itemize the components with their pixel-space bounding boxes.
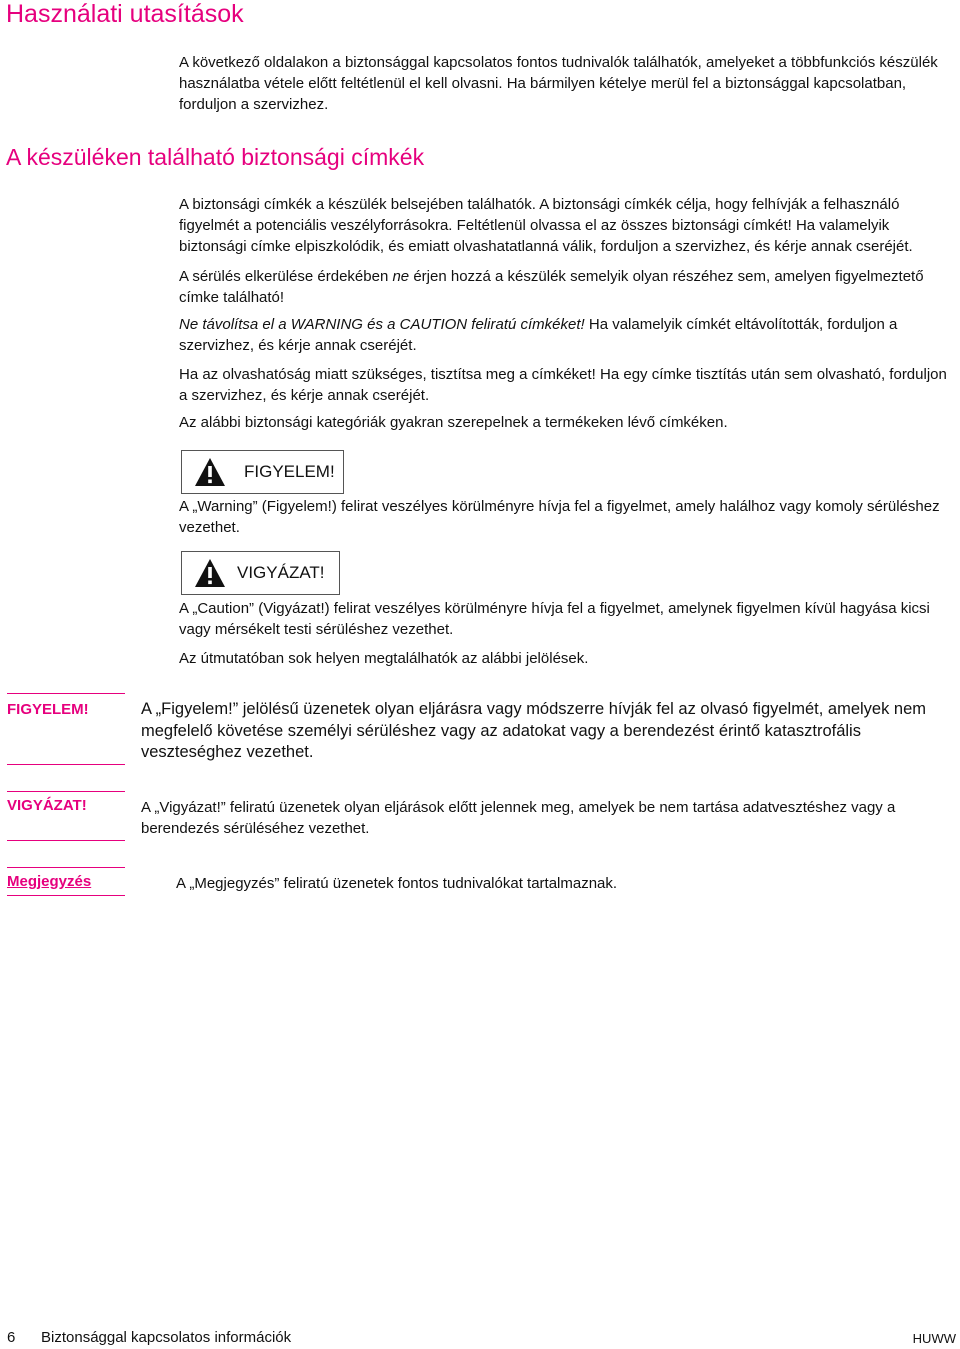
paragraph-do-not-remove (179, 314, 959, 356)
note-rule-bottom (7, 895, 125, 896)
note-text-caution: A „Vigyázat!” feliratú üzenetek olyan eljárások előtt jelennek meg, amelyek be nem tartása adatvesztéshez vagy a berendezés sérüléséhez vezethet. (141, 799, 896, 837)
p3-emphasis: Ne távolítsa el a WARNING és a CAUTION feliratú címkéket! (179, 316, 585, 333)
footer-page-number: 6 (7, 1329, 16, 1346)
caution-label-text: VIGYÁZAT! (237, 563, 325, 582)
warning-triangle-icon (194, 457, 226, 487)
footer-section-title: Biztonsággal kapcsolatos információk (41, 1329, 292, 1346)
note-rule-top (7, 867, 125, 868)
paragraph-categories: Az alábbi biztonsági kategóriák gyakran szerepelnek a termékeken lévő címkéken. (179, 414, 728, 431)
warning-label-text: FIGYELEM! (244, 462, 335, 481)
p2-emphasis: ne (392, 268, 410, 285)
note-label-note: Megjegyzés (7, 873, 92, 890)
paragraph-warning-description: A „Warning” (Figyelem!) felirat veszélyes körülményre hívja fel a figyelmet, amely halálhoz vagy komoly sérüléshez vezethet. (179, 498, 940, 536)
note-label-warning: FIGYELEM! (7, 701, 89, 718)
note-rule-top (7, 693, 125, 694)
paragraph-labels-location: A biztonsági címkék a készülék belsejében találhatók. A biztonsági címkék célja, hogy felhívják a felhasználó figyelmét a potenciális veszélyforrásokra. Feltétlenül olvassa el az összes biztonsági címkét! Ha valamelyik biztonsági címke elpiszkolódik, és emiatt olvashatatlanná válik, forduljon a szervizhez, és kérje annak cseréjét. (179, 196, 913, 255)
note-rule-top (7, 791, 125, 792)
paragraph-cleaning: Ha az olvashatóság miatt szükséges, tisztítsa meg a címkéket! Ha egy címke tisztítás után sem olvasható, forduljon a szervizhez, és kérje annak cseréjét. (179, 366, 947, 404)
note-text-note: A „Megjegyzés” feliratú üzenetek fontos tudnivalókat tartalmaznak. (176, 875, 618, 892)
note-label-caution: VIGYÁZAT! (7, 797, 87, 814)
intro-paragraph: A következő oldalakon a biztonsággal kapcsolatos fontos tudnivalók találhatók, amelyeket a többfunkciós készülék használatba vétele előtt feltétlenül el kell olvasni. Ha bármilyen kételye merül fel a biztonsággal kapcsolatban, forduljon a szervizhez. (179, 54, 938, 113)
page-title: Használati utasítások (6, 0, 244, 28)
note-rule-bottom (7, 764, 125, 765)
warning-triangle-icon (194, 558, 226, 588)
note-text-warning: A „Figyelem!” jelölésű üzenetek olyan eljárásra vagy módszerre hívják fel az olvasó figyelmét, amelyek nem megfelelő követése személyi sérüléshez vagy az adatokat vagy a berendezést érintő katasztrofális veszteséghez vezethet. (141, 700, 927, 761)
note-rule-bottom (7, 840, 125, 841)
section-title: A készüléken található biztonsági címkék (6, 144, 425, 170)
paragraph-markings-intro: Az útmutatóban sok helyen megtalálhatók az alábbi jelölések. (179, 650, 589, 667)
p3-after: Ha valamelyik címkét eltávolították, forduljon a szervizhez, és kérje annak cseréjét. (179, 316, 898, 354)
p2-before: A sérülés elkerülése érdekében (179, 268, 393, 285)
warning-label-box (181, 450, 344, 494)
paragraph-do-not-touch (179, 266, 959, 308)
footer-doc-id: HUWW (912, 1331, 956, 1346)
caution-label-box (181, 551, 340, 595)
paragraph-caution-description: A „Caution” (Vigyázat!) felirat veszélyes körülményre hívja fel a figyelmet, amelynek figyelmen kívül hagyása kicsi vagy mérsékelt testi sérüléshez vezethet. (179, 600, 930, 638)
p2-after: érjen hozzá a készülék semelyik olyan részéhez sem, amelyen figyelmeztető címke található! (179, 268, 924, 306)
